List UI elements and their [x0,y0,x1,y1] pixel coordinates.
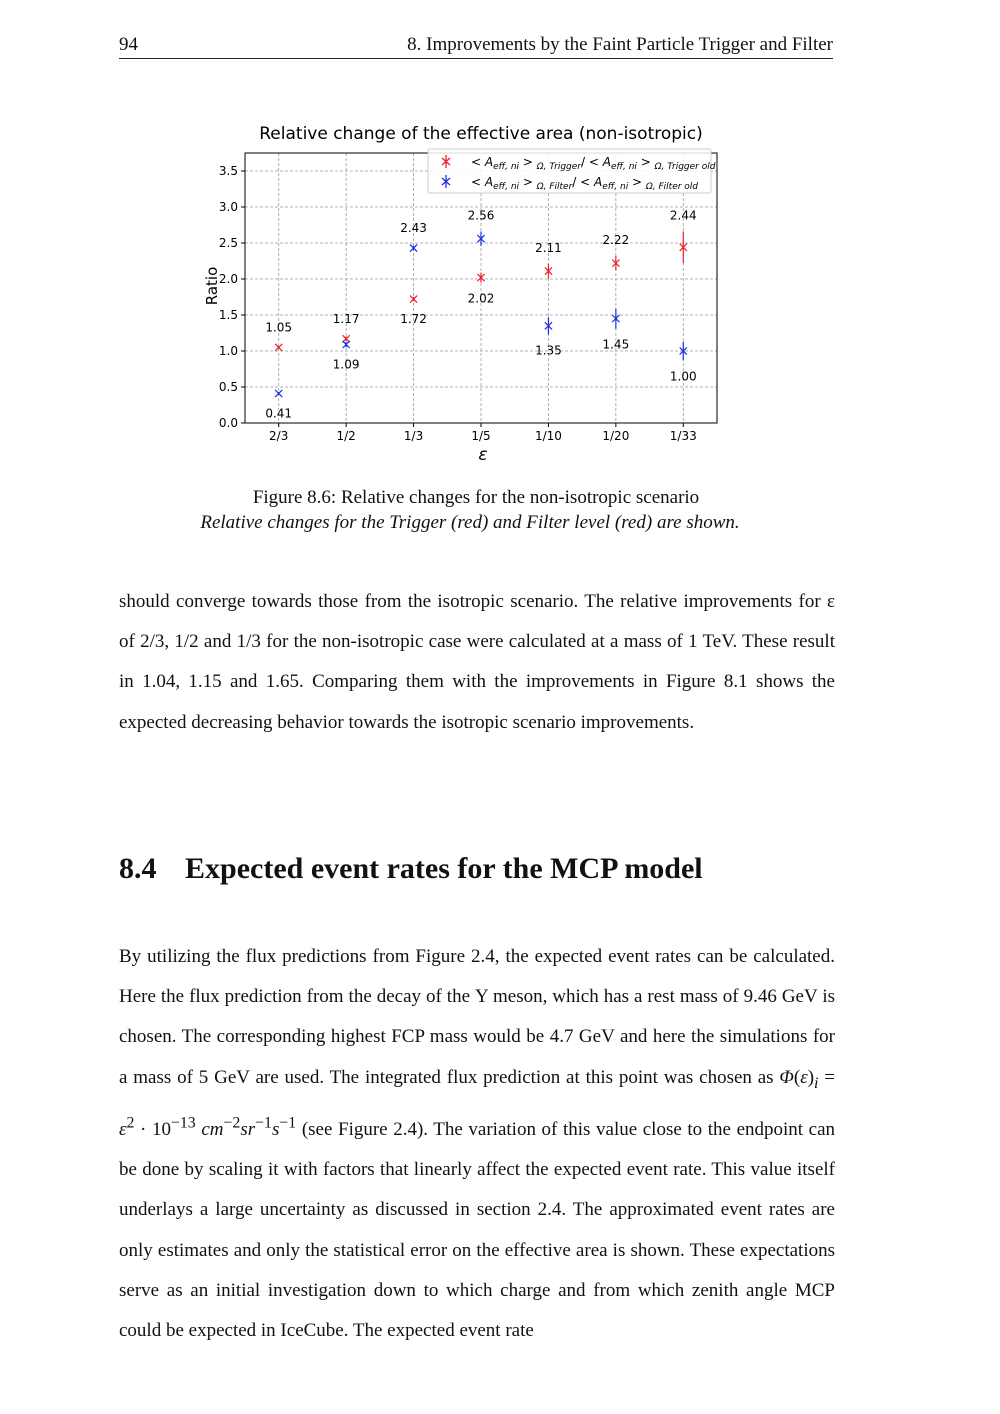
x-tick-label: 2/3 [269,429,289,443]
legend-filter-label: < $A_{eff, ni} > _{\Omega, Filter}/ < A_{eff, ni} > _{\Omega, Filter old}$ [471,175,699,192]
data-point [602,233,629,270]
data-point [400,221,427,252]
y-tick-label: 2.5 [218,236,238,250]
x-tick-label: 1/3 [403,429,424,443]
data-label: 2.02 [467,291,495,306]
data-label: 1.05 [265,320,293,335]
paragraph-1: should converge towards those from the isotropic scenario. The relative improvements for ε of 2/3, 1/2 and 1/3 for the non-isotropic case were calculated at a mass of 1 TeV. These result in 1.04, 1.15 and 1.65. Comparing them with the improvements in Figure 8.1 shows the expected decreasing behavior towards the isotropic scenario improvements. [119,591,835,733]
effective-area-chart [195,118,755,468]
data-label: 1.35 [535,343,562,358]
x-tick-label: 1/5 [471,429,491,443]
y-tick-label: 1.5 [218,308,238,322]
data-label: 1.45 [602,337,630,352]
data-label: 1.72 [400,312,427,327]
data-point [670,208,697,263]
legend [428,149,716,193]
data-label: 1.00 [669,369,697,384]
section-heading [119,852,703,886]
section-number: 8.4 [119,852,157,885]
chart-title: Relative change of the effective area (non-isotropic) [259,124,703,144]
data-label: 2.44 [669,208,697,223]
data-point [333,312,360,343]
data-label: 2.56 [467,208,495,223]
y-tick-label: 2.0 [218,272,238,286]
data-point [333,341,360,372]
data-point [670,342,697,384]
paragraph-2-text: By utilizing the flux predictions from Figure 2.4, the expected event rates can be calculated. Here the flux prediction from the decay of the Υ meson, which has a rest mass of 9.46 GeV is chosen. The corresponding highest FCP mass would be 4.7 GeV and here the simulations for a mass of 5 GeV are used. The integrated flux prediction at this point was chosen as $\Phi(\varepsilon)_i = \varepsilon^2 \cdot 10^{-13}$ $cm^{-2}sr^{-1}s^{-1}$ (see Figure 2.4). The variation of this value close to the endpoint can be done by scaling it with factors that linearly affect the expected event rate. This value itself underlays a large uncertainty as discussed in section 2.4. The approximated event rates are only estimates and only the statistical error on the effective area is shown. These expectations serve as an initial investigation down to which charge and from which zenith angle MCP could be expected in IceCube. The expected event rate [119,946,836,1341]
figure-caption: Figure 8.6: Relative changes for the non-isotropic scenario [252,487,700,508]
y-tick-label: 3.0 [218,200,238,214]
legend-trigger-label: < $A_{eff, ni} > _{\Omega, Trigger}/ < A_{eff, ni} > _{\Omega, Trigger old}$ [471,155,716,172]
x-tick-label: 1/2 [336,429,356,443]
data-point [468,208,495,245]
x-axis-label: ε [478,445,488,465]
section-title: Expected event rates for the MCP model [185,852,703,885]
data-label: 1.17 [332,311,360,326]
data-label: 2.43 [400,221,427,236]
data-label: 1.09 [332,357,360,372]
data-point [535,317,562,357]
y-tick-label: 0.0 [218,416,238,430]
page-header [119,32,833,59]
data-label: 2.22 [602,232,630,247]
y-tick-label: 3.5 [218,164,238,178]
y-tick-label: 0.5 [218,380,238,394]
figure-subcaption: Relative changes for the Trigger (red) and Filter level (red) are shown. [200,512,740,533]
x-tick-label: 1/33 [669,429,697,443]
data-label: 0.41 [265,406,293,421]
chapter-title: 8. Improvements by the Faint Particle Trigger and Filter [407,34,833,55]
axis-ticks [219,164,697,443]
x-tick-label: 1/20 [602,429,630,443]
data-label: 2.11 [535,240,562,255]
page-number: 94 [119,34,138,55]
x-tick-label: 1/10 [534,429,562,443]
paragraph-2 [119,937,835,1351]
y-axis-label: Ratio [203,266,221,306]
y-tick-label: 1.0 [218,344,238,358]
